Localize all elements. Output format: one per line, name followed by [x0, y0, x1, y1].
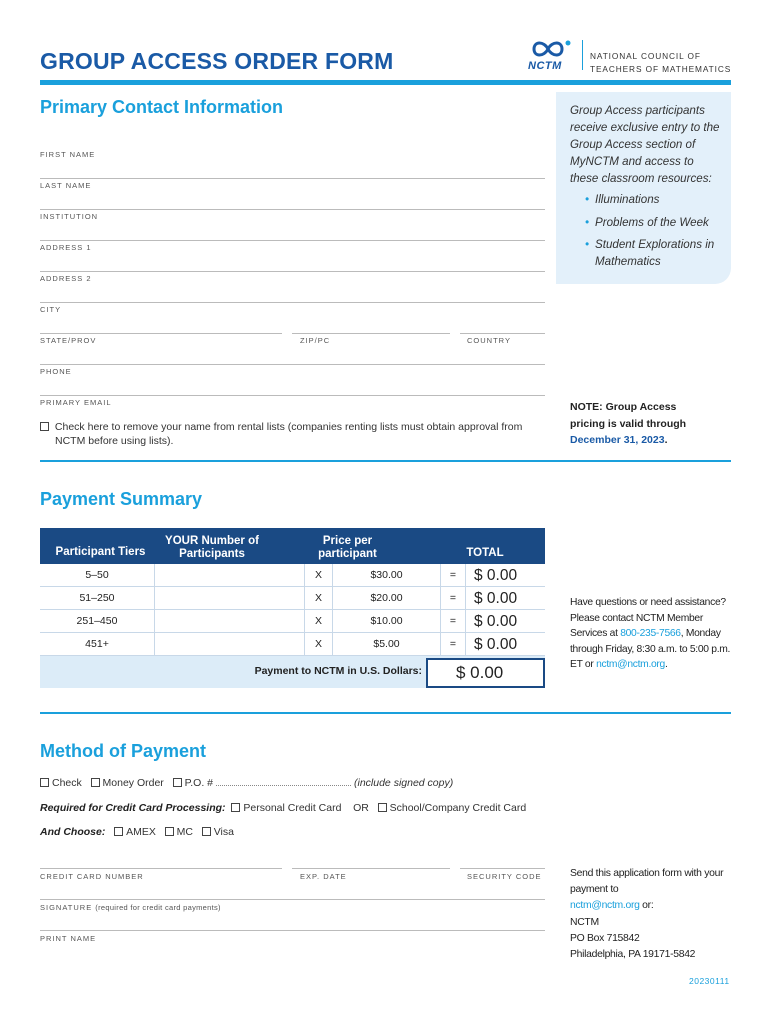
pricing-note-period: .: [664, 434, 668, 446]
help-text: [570, 595, 735, 673]
nctm-logo-text: NCTM: [528, 60, 562, 72]
resource-item: • Illuminations: [585, 192, 727, 209]
send-addr3: Philadelphia, PA 19171-5842: [570, 949, 696, 961]
state-zip-country-field[interactable]: [40, 364, 545, 365]
pricing-note-text: NOTE: Group Access pricing is valid through: [570, 401, 687, 430]
send-addr2: PO Box 715842: [570, 932, 640, 944]
school-card-label: School/Company Credit Card: [389, 802, 527, 814]
credit-card-type-row: [40, 802, 526, 814]
logo-divider: [582, 40, 583, 70]
choose-label: And Choose:: [40, 826, 106, 838]
amex-label: AMEX: [126, 826, 156, 838]
total-cell: $ 0.00: [474, 567, 518, 584]
rental-opt-out-text1: Check here to remove your name from rental lists (companies renting lists must obtain approval from: [54, 421, 523, 433]
po-label: P.O. #: [184, 777, 213, 789]
table-row: [40, 633, 545, 656]
first-name-label: FIRST NAME: [40, 150, 96, 159]
last-name-field[interactable]: [40, 209, 545, 210]
help-email-link[interactable]: nctm@nctm.org: [596, 659, 665, 671]
mc-label: MC: [176, 826, 193, 838]
rental-opt-out-checkbox[interactable]: [40, 422, 49, 431]
address1-label: ADDRESS 1: [40, 243, 92, 252]
price-cell: $20.00: [333, 587, 441, 610]
country-label: COUNTRY: [467, 336, 511, 345]
personal-card-checkbox[interactable]: [231, 803, 240, 812]
table-row: [40, 610, 545, 633]
institution-field[interactable]: [40, 240, 545, 241]
tier-cell: 5–50: [40, 564, 155, 587]
resources-list: [585, 192, 727, 276]
exp-date-field[interactable]: [292, 868, 450, 869]
amex-checkbox[interactable]: [114, 827, 123, 836]
payment-heading: Payment Summary: [40, 489, 203, 509]
phone-field[interactable]: [40, 395, 545, 396]
help-text2: , Monday through Friday, 8:30 a.m. to 5:00 p.m. ET or: [570, 628, 731, 671]
multiply-sign: X: [305, 633, 333, 656]
equals-sign: =: [441, 633, 466, 656]
form-code: 20230111: [689, 976, 730, 986]
tier-cell: 451+: [40, 633, 155, 656]
address2-field[interactable]: [40, 302, 545, 303]
or-label: OR: [353, 802, 369, 814]
print-name-label: PRINT NAME: [40, 934, 97, 943]
equals-sign: =: [441, 587, 466, 610]
multiply-sign: X: [305, 587, 333, 610]
city-field[interactable]: [40, 333, 282, 334]
equals-sign: =: [441, 564, 466, 587]
check-label: Check: [52, 777, 82, 789]
state-label: STATE/PROV: [40, 336, 97, 345]
section-divider: [40, 712, 731, 714]
col-total: TOTAL: [466, 547, 504, 559]
participants-input[interactable]: [155, 564, 305, 587]
title-underline: [40, 80, 731, 85]
po-checkbox[interactable]: [173, 778, 182, 787]
contact-heading: Primary Contact Information: [40, 97, 284, 117]
security-code-field[interactable]: [460, 868, 545, 869]
participants-input[interactable]: [155, 610, 305, 633]
pricing-note: [570, 399, 710, 449]
required-label: Required for Credit Card Processing:: [40, 802, 226, 814]
first-name-field[interactable]: [40, 178, 545, 179]
send-email-link[interactable]: nctm@nctm.org: [570, 900, 640, 912]
signature-field[interactable]: [40, 899, 545, 900]
tier-cell: 51–250: [40, 587, 155, 610]
col-tier: Participant Tiers: [55, 546, 146, 558]
security-code-label: SECURITY CODE: [467, 872, 542, 881]
table-row: [40, 587, 545, 610]
send-or: or:: [639, 900, 654, 912]
pricing-note-date: December 31, 2023: [570, 434, 665, 446]
price-cell: $5.00: [333, 633, 441, 656]
address1-field[interactable]: [40, 271, 545, 272]
help-text1: Have questions or need assistance? Please contact NCTM Member Services at: [570, 597, 726, 640]
email-label: PRIMARY EMAIL: [40, 398, 112, 407]
send-addr1: NCTM: [570, 916, 599, 928]
payment-table-body: [40, 564, 545, 656]
price-cell: $30.00: [333, 564, 441, 587]
card-brand-row: [40, 826, 234, 838]
signature-label-text: SIGNATURE: [40, 903, 93, 912]
multiply-sign: X: [305, 564, 333, 587]
multiply-sign: X: [305, 610, 333, 633]
mc-checkbox[interactable]: [165, 827, 174, 836]
money-order-label: Money Order: [102, 777, 164, 789]
visa-checkbox[interactable]: [202, 827, 211, 836]
org-name-line2: TEACHERS OF MATHEMATICS: [590, 64, 732, 74]
org-name-line1: NATIONAL COUNCIL OF: [590, 51, 701, 61]
city-field-end[interactable]: [460, 333, 545, 334]
mailing-instructions: [570, 866, 735, 963]
help-text3: .: [665, 659, 668, 671]
money-order-checkbox[interactable]: [91, 778, 100, 787]
signed-copy-note: (include signed copy): [354, 777, 454, 789]
visa-label: Visa: [213, 826, 234, 838]
signature-note: (required for credit card payments): [95, 903, 221, 912]
table-row: [40, 564, 545, 587]
zip-label: ZIP/PC: [300, 336, 331, 345]
institution-label: INSTITUTION: [40, 212, 99, 221]
total-cell: $ 0.00: [474, 636, 518, 653]
col-price: Price per participant: [318, 535, 377, 560]
resource-item: • Student Explorations in Mathematics: [585, 237, 727, 270]
total-cell: $ 0.00: [474, 613, 518, 630]
price-cell: $10.00: [333, 610, 441, 633]
help-phone-link[interactable]: 800-235-7566: [620, 628, 681, 640]
tier-cell: 251–450: [40, 610, 155, 633]
method-heading: Method of Payment: [40, 741, 207, 761]
rental-opt-out-text2: NCTM before using lists).: [55, 435, 174, 447]
exp-date-label: EXP. DATE: [300, 872, 347, 881]
print-name-field[interactable]: [40, 930, 545, 931]
participants-input[interactable]: [155, 587, 305, 610]
check-checkbox[interactable]: [40, 778, 49, 787]
form-title: GROUP ACCESS ORDER FORM: [40, 48, 394, 74]
city-field-mid[interactable]: [292, 333, 450, 334]
rental-opt-out: [40, 420, 550, 448]
total-cell: $ 0.00: [474, 590, 518, 607]
phone-label: PHONE: [40, 367, 72, 376]
send-line1: Send this application form with your payment to: [570, 868, 724, 896]
school-card-checkbox[interactable]: [378, 803, 387, 812]
card-number-field[interactable]: [40, 868, 282, 869]
address2-label: ADDRESS 2: [40, 274, 92, 283]
sidebar-intro: Group Access participants receive exclusive entry to the Group Access section of MyNCTM and access to these classroom resources:: [570, 104, 720, 185]
personal-card-label: Personal Credit Card: [243, 802, 342, 814]
participants-input[interactable]: [155, 633, 305, 656]
po-number-field[interactable]: [216, 785, 351, 786]
signature-label: [40, 903, 221, 912]
card-number-label: CREDIT CARD NUMBER: [40, 872, 144, 881]
equals-sign: =: [441, 610, 466, 633]
payment-total-label: Payment to NCTM in U.S. Dollars:: [254, 665, 422, 677]
col-number: YOUR Number of Participants: [165, 535, 259, 560]
payment-type-row: [40, 777, 453, 789]
section-divider: [40, 460, 731, 462]
city-label: CITY: [40, 305, 62, 314]
resource-item: • Problems of the Week: [585, 215, 727, 232]
payment-total-box: $ 0.00: [426, 658, 545, 688]
last-name-label: LAST NAME: [40, 181, 92, 190]
